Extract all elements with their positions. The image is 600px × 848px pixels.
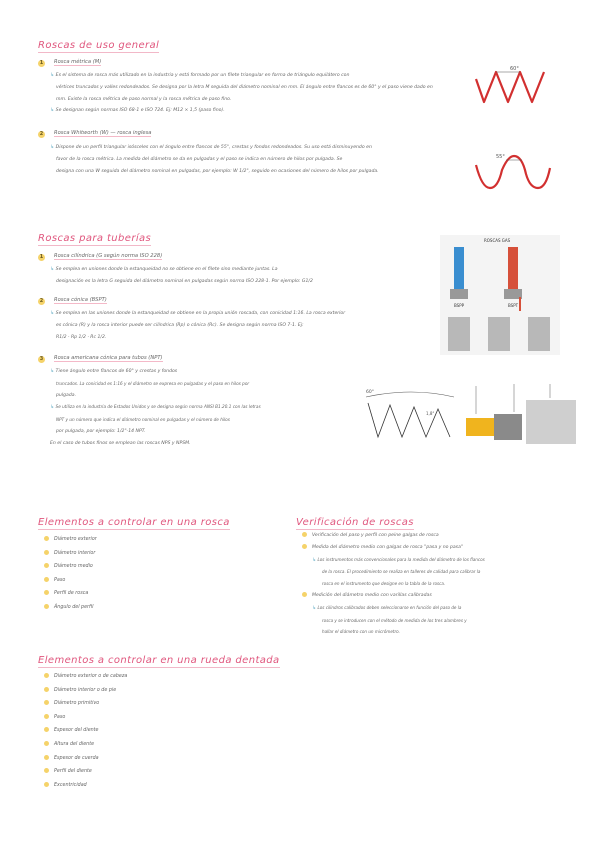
- section-title-verificacion-roscas: Verificación de roscas: [296, 517, 414, 528]
- text-line: es cónica (R) y la rosca interior puede ser cilíndrica (Rp) o cónica (Rc). Se designa según norma ISO 7-1. Ej:: [56, 322, 304, 328]
- item-number-1: 1: [39, 60, 44, 66]
- indent-arrow-icon: ↳: [50, 107, 55, 114]
- bullet-icon: [44, 536, 49, 541]
- paragraph-rosca-metrica: [50, 70, 470, 117]
- list-item: [44, 670, 127, 684]
- text-line: truncados. La conicidad es 1:16 y el diámetro se expresa en pulgadas y el paso en hilos por: [56, 380, 250, 386]
- section-title-elementos-rosca: Elementos a controlar en una rosca: [38, 517, 230, 528]
- list-item: [44, 738, 127, 752]
- indent-arrow-icon: ↳: [312, 604, 317, 611]
- list-item-label: Paso: [54, 714, 66, 720]
- text-line: Los instrumentos más convencionales para la medida del diámetro de los flancos: [317, 556, 485, 562]
- indent-arrow-icon: ↳: [50, 368, 55, 374]
- thread-wave-60-diagram: [472, 64, 552, 109]
- list-item: [44, 724, 127, 738]
- bullet-icon: [44, 727, 49, 732]
- item-number-1: 1: [39, 254, 44, 260]
- text-line: Los cilindros calibrados deben seleccionarse en función del paso de la: [317, 604, 462, 610]
- list-item: [44, 711, 127, 725]
- bullet-icon: [44, 563, 49, 568]
- indent-arrow-icon: ↳: [50, 144, 55, 150]
- list-verificacion: [302, 530, 587, 638]
- list-elementos-rueda: [44, 670, 127, 792]
- text-line: Tiene ángulo entre flancos de 60° y crestas y fondos: [55, 369, 178, 374]
- subtitle-rosca-metrica: Rosca métrica (M): [54, 59, 102, 65]
- bullet-icon: [44, 741, 49, 746]
- text-line: rosca en el instrumento que designe en la tabla de la rosca.: [322, 581, 446, 587]
- text-line: Dispone de un perfil triangular isósceles con el ángulo entre flancos de 55°, crestas y fondos redondeados. Su uso está disminuyendo en: [55, 145, 372, 150]
- text-line: vértices truncados y valles redondeados. Se designa por la letra M seguida del diámetro nominal en mm. El ángulo entre flancos es de 60° y el paso viene dado en: [56, 84, 433, 90]
- list-elementos-rosca: [44, 533, 97, 615]
- list-item-label: Diámetro exterior o de cabeza: [54, 674, 128, 679]
- bullet-icon: [44, 577, 49, 582]
- list-item: [302, 590, 587, 602]
- list-item-label: Diámetro primitivo: [54, 701, 100, 707]
- bullet-icon: [44, 768, 49, 773]
- text-line: mm. Existe la rosca métrica de paso normal y la rosca métrica de paso fino.: [56, 96, 232, 102]
- text-line: designa con una W seguida del diámetro nominal en pulgadas, por ejemplo: W 1/2", seguido en ocasiones del número de hilos por pulgada.: [56, 168, 379, 174]
- text-line: R1/2 · Rp 1/2 · Rc 1/2.: [56, 334, 107, 340]
- item-number-2: 2: [39, 131, 44, 137]
- blue-pipe: [454, 247, 464, 291]
- list-item-label: Diámetro interior o de pie: [54, 687, 117, 693]
- paragraph-rosca-npt: [50, 366, 350, 450]
- text-line: Se designan según normas ISO 68-1 e ISO 724. Ej: M12 × 1,5 (paso fino).: [55, 108, 225, 114]
- thread-wave-55-diagram: [472, 150, 552, 195]
- text-line: designación es la letra G seguida del diámetro nominal en pulgadas según norma ISO 228-1. Por ejemplo: G1/2: [56, 278, 313, 284]
- bspp-label: BSPP: [454, 303, 465, 308]
- list-item-label: Medición del diámetro medio con varillas calibradas: [312, 592, 432, 598]
- indent-arrow-icon: ↳: [50, 310, 55, 316]
- indent-arrow-icon: ↳: [50, 266, 55, 272]
- indent-arrow-icon: ↳: [312, 556, 317, 563]
- subtitle-rosca-cilindrica: Rosca cilíndrica (G según norma ISO 228): [54, 253, 163, 259]
- red-pipe: [508, 247, 518, 291]
- list-item: [302, 542, 587, 554]
- section-title-roscas-tuberias: Roscas para tuberías: [38, 233, 152, 244]
- paragraph-rosca-cilindrica: [50, 264, 440, 288]
- text-line: por pulgada, por ejemplo: 1/2"-14 NPT.: [56, 428, 146, 434]
- bullet-icon: [44, 590, 49, 595]
- bullet-icon: [44, 714, 49, 719]
- text-line: Es el sistema de rosca más utilizado en la industria y está formado por un filete triangular en forma de triángulo equilátero con: [55, 73, 350, 78]
- list-item: [44, 560, 97, 574]
- text-line: En el caso de tubos finos se emplean las roscas NPS y NPSM.: [50, 440, 191, 446]
- list-item-label: Espesor de cuerda: [54, 755, 99, 761]
- text-line: hallar el diámetro con un micrómetro.: [322, 629, 400, 635]
- pipe-threads-figure: [440, 235, 560, 355]
- list-item: [44, 752, 127, 766]
- paragraph-rosca-whitworth: [50, 142, 470, 177]
- list-item-label: Perfil de rosca: [54, 591, 89, 597]
- text-line: de la rosca. El procedimiento se realiza en talleres de calidad para calibrar la: [322, 569, 481, 575]
- paragraph-rosca-conica: [50, 308, 440, 343]
- bullet-icon: [302, 532, 307, 537]
- text-line: rosca y se introducen con el método de medida de los tres alambres y: [322, 617, 467, 623]
- list-item: [44, 533, 97, 547]
- list-item: [44, 697, 127, 711]
- item-number-2: 2: [39, 298, 44, 304]
- bullet-icon: [44, 700, 49, 705]
- list-item: [44, 684, 127, 698]
- list-item-label: Diámetro interior: [54, 550, 96, 556]
- list-item-label: Paso: [54, 577, 66, 583]
- npt-thread-diagram: [362, 385, 462, 445]
- bullet-icon: [44, 604, 49, 609]
- section-title-elementos-rueda-dentada: Elementos a controlar en una rueda dentada: [38, 655, 280, 666]
- angle-label: 60°: [366, 390, 374, 395]
- bullet-icon: [44, 782, 49, 787]
- text-line: favor de la rosca métrica. La medida del diámetro se da en pulgadas y el paso se indica en número de hilos por pulgada. Se: [56, 156, 343, 162]
- list-item: [44, 601, 97, 615]
- list-item-label: Perfil del diente: [54, 769, 92, 775]
- text-line: NPT y un número que indica el diámetro nominal en pulgadas y el número de hilos: [56, 417, 230, 423]
- bullet-icon: [44, 673, 49, 678]
- angle-label: 1,8°: [426, 411, 435, 416]
- list-item: [44, 574, 97, 588]
- list-item: [302, 530, 587, 542]
- bullet-icon: [44, 550, 49, 555]
- list-item: [44, 547, 97, 561]
- npt-fitting-figure: [466, 380, 576, 450]
- yellow-pipe: [466, 418, 494, 436]
- bullet-icon: [302, 544, 307, 549]
- indent-arrow-icon: ↳: [50, 72, 55, 78]
- list-item-label: Diámetro medio: [54, 564, 93, 570]
- list-item-label: Espesor del diente: [54, 728, 99, 734]
- text-line: Se emplea en las uniones donde la estanqueidad se obtiene en la propia unión roscada, con conicidad 1:16. La rosca exterior: [55, 311, 346, 316]
- bullet-icon: [44, 755, 49, 760]
- subtitle-rosca-npt: Rosca americana cónica para tubos (NPT): [54, 355, 163, 361]
- angle-label: 60°: [510, 66, 519, 72]
- bullet-icon: [302, 592, 307, 597]
- list-item: [44, 779, 127, 793]
- text-line: Se emplea en uniones donde la estanqueidad no se obtiene en el filete sino mediante juntas. La: [55, 267, 278, 272]
- list-item-label: Diámetro exterior: [54, 537, 97, 542]
- section-title-roscas-uso-general: Roscas de uso general: [38, 40, 160, 51]
- list-item: [44, 587, 97, 601]
- bspt-label: BSPT: [508, 303, 519, 308]
- subtitle-rosca-conica: Rosca cónica (BSPT): [54, 297, 107, 303]
- list-item-label: Verificación del paso y perfil con peine galgas de rosca: [312, 533, 439, 538]
- figure-caption: ROSCAS GAS: [484, 238, 511, 243]
- indent-arrow-icon: ↳: [50, 404, 55, 411]
- text-line: Se utiliza en la industria de Estados Unidos y se designa según norma ANSI B1.20.1 con las letras: [55, 404, 261, 410]
- subtitle-rosca-whitworth: Rosca Whitworth (W) — rosca inglesa: [54, 130, 152, 136]
- list-item: [44, 765, 127, 779]
- text-line: pulgada.: [56, 392, 77, 398]
- bullet-icon: [44, 687, 49, 692]
- angle-label: 55°: [496, 154, 505, 160]
- list-item-label: Medida del diámetro medio con galgas de rosca "pasa y no pasa": [312, 544, 464, 550]
- item-number-3: 3: [39, 356, 44, 362]
- list-item-label: Excentricidad: [54, 782, 87, 788]
- list-item-label: Altura del diente: [54, 741, 95, 747]
- list-item-label: Ángulo del perfil: [54, 604, 94, 610]
